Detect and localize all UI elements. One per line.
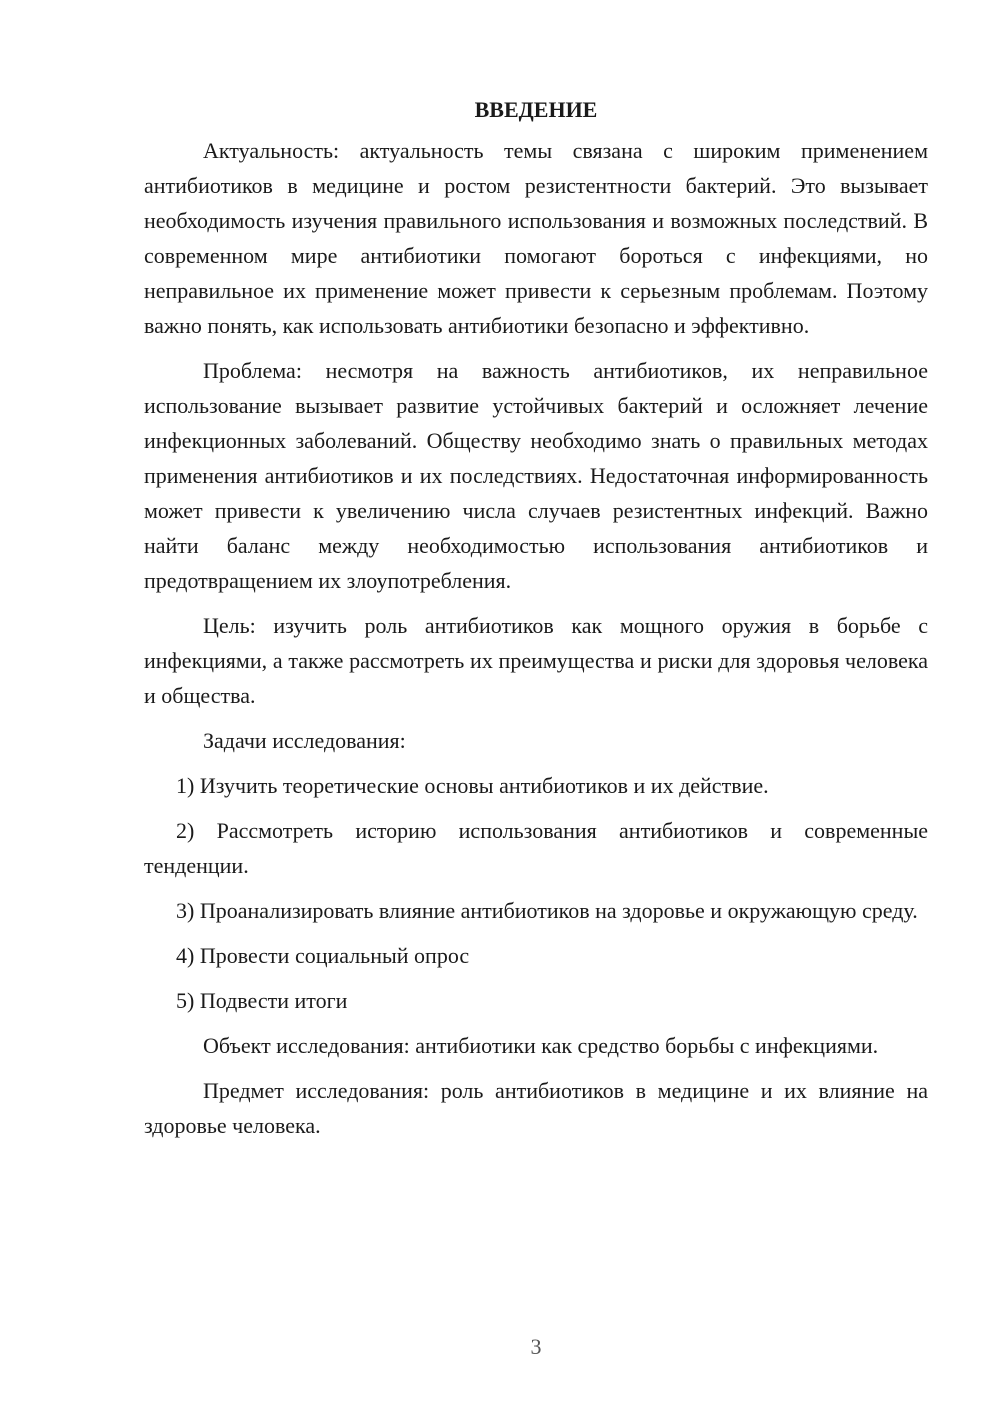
task-item-3: 3) Проанализировать влияние антибиотиков на здоровье и окружающую среду. bbox=[176, 898, 918, 923]
paragraph-subject: Предмет исследования: роль антибиотиков в медицине и их влияние на здоровье человека. bbox=[144, 1078, 928, 1138]
section-title: ВВЕДЕНИЕ bbox=[474, 97, 598, 122]
document-page bbox=[144, 92, 928, 1153]
task-item-2: 2) Рассмотреть историю использования антибиотиков и современные тенденции. bbox=[144, 818, 928, 878]
task-item-4: 4) Провести социальный опрос bbox=[176, 943, 470, 968]
paragraph-tasks-heading: Задачи исследования: bbox=[203, 728, 406, 753]
task-item-5: 5) Подвести итоги bbox=[176, 988, 348, 1013]
paragraph-problem: Проблема: несмотря на важность антибиотиков, их неправильное использование вызывает развитие устойчивых бактерий и осложняет лечение инфекционных заболеваний. Обществу необходимо знать о правильных методах применения антибиотиков и их последствиях. Недостаточная информированность может привести к увеличению числа случаев резистентных инфекций. Важно найти баланс между необходимостью использования антибиотиков и предотвращением их злоупотребления. bbox=[144, 358, 928, 593]
page-number: 3 bbox=[530, 1334, 542, 1359]
paragraph-object: Объект исследования: антибиотики как средство борьбы с инфекциями. bbox=[203, 1033, 879, 1058]
paragraph-relevance: Актуальность: актуальность темы связана с широким применением антибиотиков в медицине и ростом резистентности бактерий. Это вызывает необходимость изучения правильного использования и возможных последствий. В современном мире антибиотики помогают бороться с инфекциями, но неправильное их применение может привести к серьезным проблемам. Поэтому важно понять, как использовать антибиотики безопасно и эффективно. bbox=[144, 138, 928, 338]
paragraph-goal: Цель: изучить роль антибиотиков как мощного оружия в борьбе с инфекциями, а также рассмотреть их преимущества и риски для здоровья человека и общества. bbox=[144, 613, 928, 708]
task-item-1: 1) Изучить теоретические основы антибиотиков и их действие. bbox=[176, 773, 769, 798]
